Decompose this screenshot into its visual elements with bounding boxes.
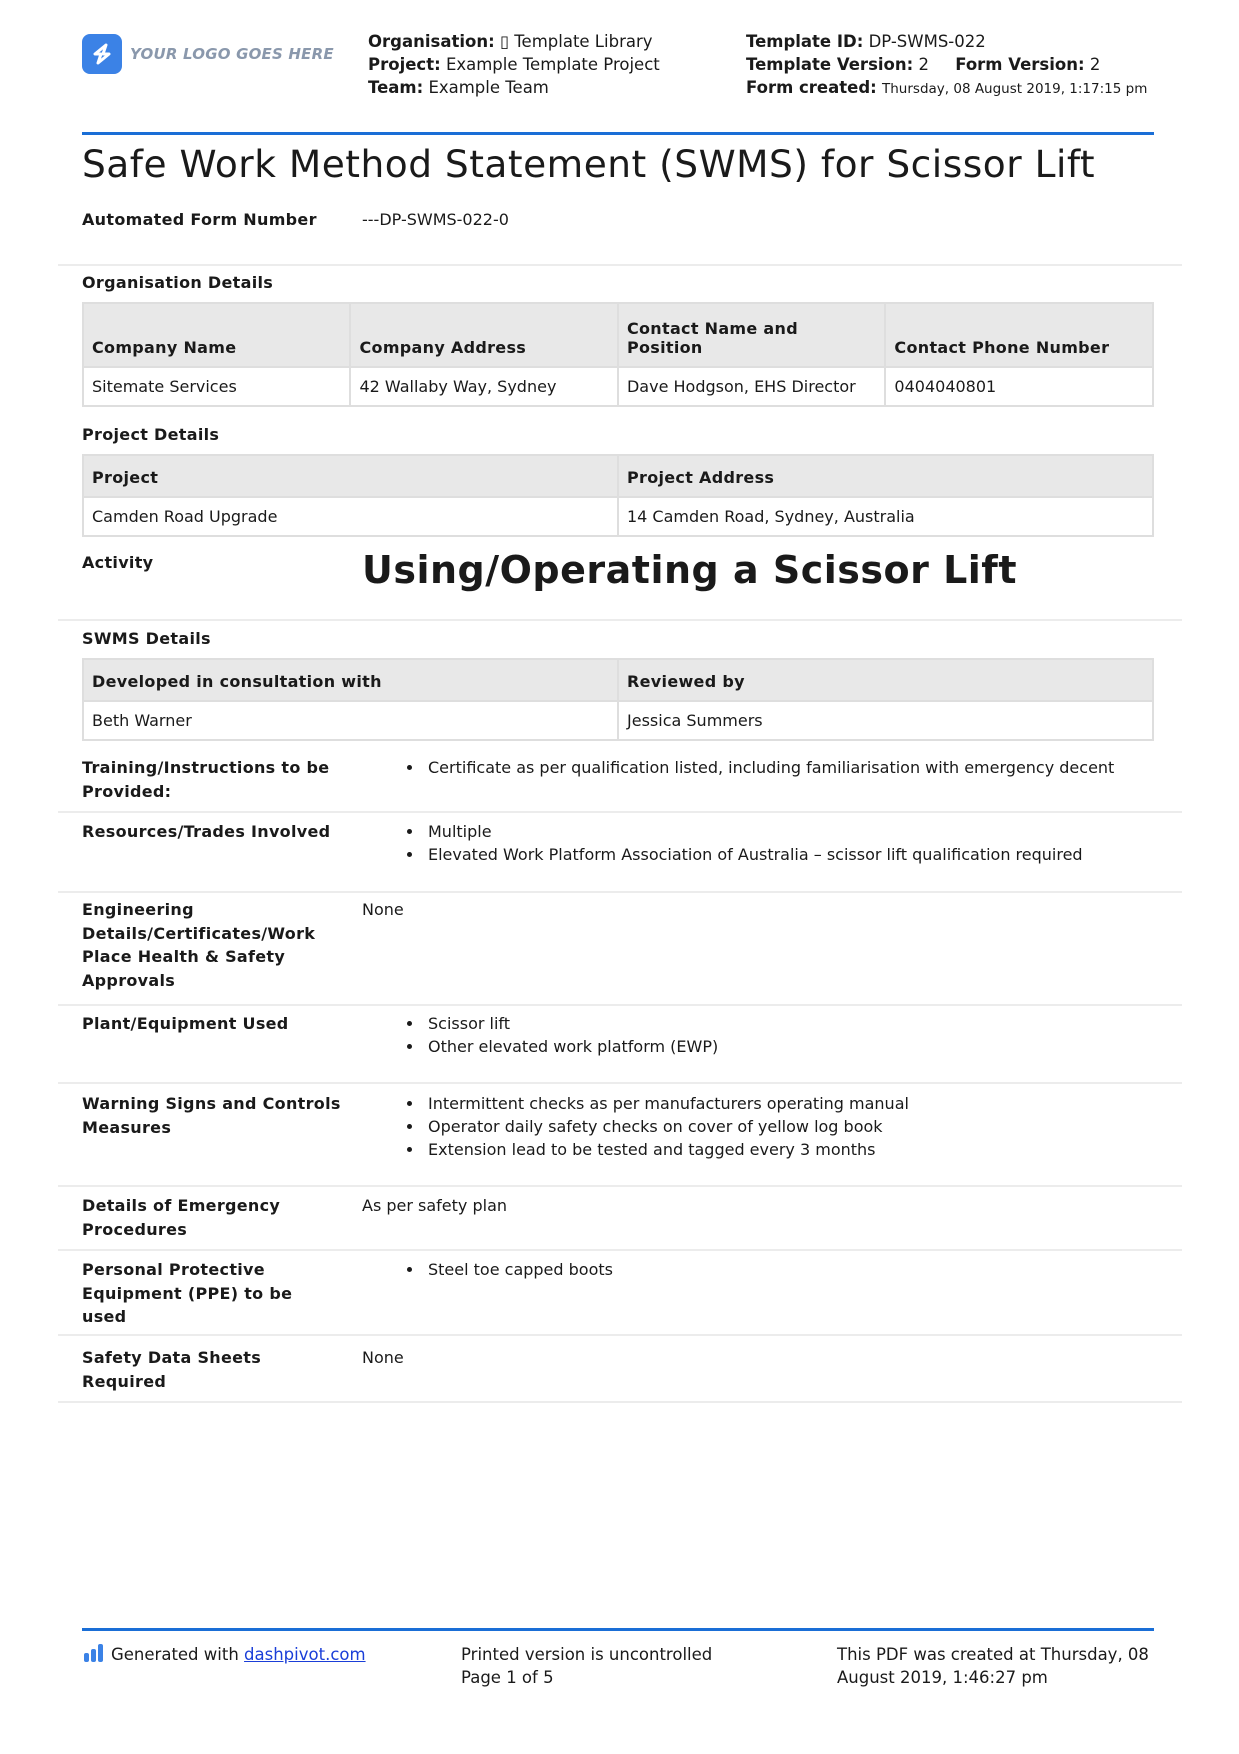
organisation-label: Organisation: [368, 32, 495, 51]
form-number-label: Automated Form Number [82, 210, 317, 229]
list-item: • Other elevated work platform (EWP) [424, 1035, 718, 1058]
ppe-label: Personal Protective Equipment (PPE) to be used [82, 1260, 293, 1326]
list-item: • Multiple [424, 820, 1083, 843]
footer-page-info [461, 1644, 781, 1689]
template-id-label: Template ID: [746, 32, 864, 51]
list-item: • Intermittent checks as per manufacturers operating manual [424, 1092, 909, 1115]
list-item: • Steel toe capped boots [424, 1258, 613, 1281]
project-value: Example Template Project [445, 55, 660, 74]
list-item: • Scissor lift [424, 1012, 718, 1035]
footer-generated [84, 1644, 444, 1667]
form-version-label: Form Version: [955, 55, 1085, 74]
form-number-row [58, 208, 1182, 266]
project-cell: Camden Road Upgrade [83, 497, 618, 536]
table-row [83, 701, 1153, 740]
list-item: • Operator daily safety checks on cover of yellow log book [424, 1115, 909, 1138]
table-header-cell: Developed in consultation with [83, 659, 618, 701]
page-title: Safe Work Method Statement (SWMS) for Scissor Lift [82, 142, 1096, 186]
footer-created: This PDF was created at Thursday, 08 August 2019, 1:46:27 pm [837, 1645, 1149, 1687]
template-version-value: 2 [918, 55, 929, 74]
ppe-list [362, 1258, 613, 1281]
swms-details-heading: SWMS Details [82, 629, 211, 648]
resources-label: Resources/Trades Involved [82, 822, 331, 841]
engineering-value: None [362, 900, 404, 919]
project-label: Project: [368, 55, 441, 74]
form-created-label: Form created: [746, 78, 877, 97]
dashpivot-bars-icon [84, 1644, 103, 1662]
warning-list [362, 1092, 909, 1161]
table-header-cell: Contact Name and Position [618, 303, 885, 367]
table-row [83, 497, 1153, 536]
footer-divider [82, 1628, 1154, 1631]
table-header-cell: Reviewed by [618, 659, 1153, 701]
dashpivot-link[interactable]: dashpivot.com [244, 1645, 366, 1664]
resources-list [362, 820, 1083, 866]
form-created-value: Thursday, 08 August 2019, 1:17:15 pm [882, 81, 1148, 97]
logo-mark-icon [82, 34, 122, 74]
activity-value: Using/Operating a Scissor Lift [362, 548, 1018, 592]
company-logo [82, 34, 334, 74]
team-label: Team: [368, 78, 424, 97]
company-name-cell: Sitemate Services [83, 367, 350, 406]
sds-row [58, 1346, 1182, 1403]
project-details-table [82, 454, 1154, 537]
table-header-cell: Contact Phone Number [885, 303, 1153, 367]
header-divider [82, 132, 1154, 135]
sds-value: None [362, 1348, 404, 1367]
engineering-label: Engineering Details/Certificates/Work Place Health & Safety Approvals [82, 900, 316, 990]
emergency-row [58, 1194, 1182, 1251]
activity-label: Activity [82, 553, 154, 572]
organisation-details-heading: Organisation Details [82, 273, 274, 292]
organisation-details-table [82, 302, 1154, 407]
plant-label: Plant/Equipment Used [82, 1014, 289, 1033]
contact-phone-cell: 0404040801 [885, 367, 1153, 406]
list-item: • Elevated Work Platform Association of Australia – scissor lift qualification required [424, 843, 1083, 866]
swms-details-table [82, 658, 1154, 741]
ppe-row [58, 1258, 1182, 1336]
page-header [82, 28, 1154, 136]
organisation-value: ▯ Template Library [499, 32, 653, 51]
reviewed-by-cell: Jessica Summers [618, 701, 1153, 740]
contact-name-cell: Dave Hodgson, EHS Director [618, 367, 885, 406]
table-header-cell: Project Address [618, 455, 1153, 497]
sds-label: Safety Data Sheets Required [82, 1348, 262, 1391]
project-address-cell: 14 Camden Road, Sydney, Australia [618, 497, 1153, 536]
template-id-value: DP-SWMS-022 [868, 32, 986, 51]
header-meta-right [746, 30, 1154, 101]
list-item: • Extension lead to be tested and tagged every 3 months [424, 1138, 909, 1161]
table-header-cell: Project [83, 455, 618, 497]
warning-label: Warning Signs and Controls Measures [82, 1094, 341, 1137]
template-version-label: Template Version: [746, 55, 914, 74]
list-item: • Certificate as per qualification listed, including familiarisation with emergency decent [424, 756, 1114, 779]
form-version-value: 2 [1089, 55, 1101, 74]
emergency-label: Details of Emergency Procedures [82, 1196, 281, 1239]
engineering-row [58, 898, 1182, 1006]
header-meta-left [368, 30, 728, 99]
table-header-cell: Company Name [83, 303, 350, 367]
developed-with-cell: Beth Warner [83, 701, 618, 740]
form-number-value: ---DP-SWMS-022-0 [362, 210, 509, 229]
emergency-value: As per safety plan [362, 1196, 508, 1215]
table-header-cell: Company Address [350, 303, 617, 367]
table-row [83, 367, 1153, 406]
training-label: Training/Instructions to be Provided: [82, 758, 330, 801]
generated-prefix: Generated with [111, 1645, 239, 1664]
training-list [362, 756, 1114, 779]
project-details-heading: Project Details [82, 425, 220, 444]
logo-text: YOUR LOGO GOES HERE [130, 45, 334, 63]
page-number: Page 1 of 5 [461, 1667, 554, 1687]
plant-list [362, 1012, 718, 1058]
company-address-cell: 42 Wallaby Way, Sydney [350, 367, 617, 406]
team-value: Example Team [428, 78, 549, 97]
uncontrolled-notice: Printed version is uncontrolled [461, 1645, 713, 1664]
